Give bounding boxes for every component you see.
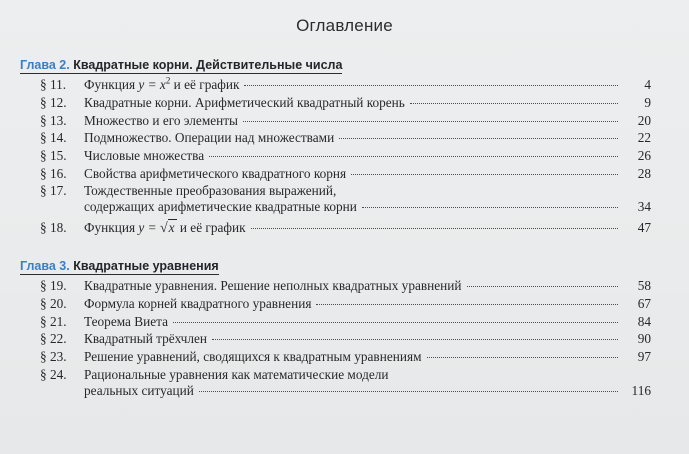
dot-leader [339,138,618,139]
dot-leader [427,357,619,358]
page-number: 26 [637,148,651,163]
dot-leader [209,156,618,157]
toc-entry[interactable] [40,296,651,312]
section-number: § 11. [40,77,67,92]
entry-title: Решение уравнений, сводящихся к квадратным уравнениям [84,349,422,364]
dot-leader [467,286,618,287]
section-number: § 23. [40,349,67,364]
page-number: 28 [637,166,651,181]
toc-entry[interactable] [40,166,651,182]
dot-leader [199,391,618,392]
section-number: § 16. [40,166,67,181]
section-number: § 21. [40,314,67,329]
section-number: § 22. [40,331,67,346]
dot-leader [316,304,618,305]
entry-title-line1: Тождественные преобразования выражений, [84,183,337,198]
dot-leader [244,85,618,86]
toc-entry[interactable] [40,77,651,93]
toc-entry[interactable] [40,220,651,236]
entry-title: Квадратные корни. Арифметический квадратный корень [84,95,405,110]
chapter-title: Квадратные корни. Действительные числа [73,58,343,72]
section-number: § 18. [40,220,67,235]
toc-entry[interactable] [40,113,651,129]
page-number: 9 [644,95,651,110]
entry-title: Квадратный трёхчлен [84,331,207,346]
page-number: 47 [637,220,651,235]
dot-leader [351,174,618,175]
chapter-heading[interactable] [20,58,342,74]
entry-title: Квадратные уравнения. Решение неполных квадратных уравнений [84,278,462,293]
toc-entry[interactable] [40,183,651,215]
entry-title: Подмножество. Операции над множествами [84,130,335,145]
page-number: 90 [637,331,651,346]
toc-entry[interactable] [40,349,651,365]
toc-entry[interactable] [40,278,651,294]
page-number: 58 [637,278,651,293]
section-number: § 24. [40,367,67,382]
chapter-number: Глава 3. [20,259,70,273]
entry-title: реальных ситуаций [84,383,194,398]
entry-title: Свойства арифметического квадратного корня [84,166,347,181]
entry-title: Функция $y = x^2$ и её график [84,75,240,92]
dot-leader [362,207,618,208]
page-number: 97 [637,349,651,364]
dot-leader [243,121,618,122]
dot-leader [212,339,618,340]
chapter-title: Квадратные уравнения [73,259,219,273]
page-number: 4 [644,77,651,92]
page-number: 22 [637,130,651,145]
chapter-number: Глава 2. [20,58,70,72]
entry-title: Формула корней квадратного уравнения [84,296,312,311]
toc-entry[interactable] [40,331,651,347]
section-number: § 14. [40,130,67,145]
entry-title: Теорема Виета [84,314,169,329]
toc-entry[interactable] [40,367,651,399]
sqrt-symbol: √x [159,220,175,236]
section-number: § 19. [40,278,67,293]
entry-title: Числовые множества [84,148,205,163]
entry-title: содержащих арифметические квадратные корни [84,199,357,214]
page-number: 116 [631,383,651,398]
dot-leader [173,322,618,323]
dot-leader [251,228,618,229]
section-number: § 12. [40,95,67,110]
toc-entry[interactable] [40,130,651,146]
toc-entry[interactable] [40,95,651,111]
chapter-heading[interactable] [20,259,219,275]
page-number: 20 [637,113,651,128]
toc-entry[interactable] [40,314,651,330]
entry-title: Множество и его элементы [84,113,238,128]
entry-title: Функция y = √x и её график [84,220,246,236]
section-number: § 13. [40,113,67,128]
section-number: § 15. [40,148,67,163]
page-title: Оглавление [296,16,393,35]
page-number: 67 [637,296,651,311]
entry-title-line1: Рациональные уравнения как математические модели [84,367,389,382]
section-number: § 17. [40,183,67,198]
page-number: 84 [637,314,651,329]
toc-entry[interactable] [40,148,651,164]
page-number: 34 [637,199,651,214]
section-number: § 20. [40,296,67,311]
dot-leader [410,103,618,104]
